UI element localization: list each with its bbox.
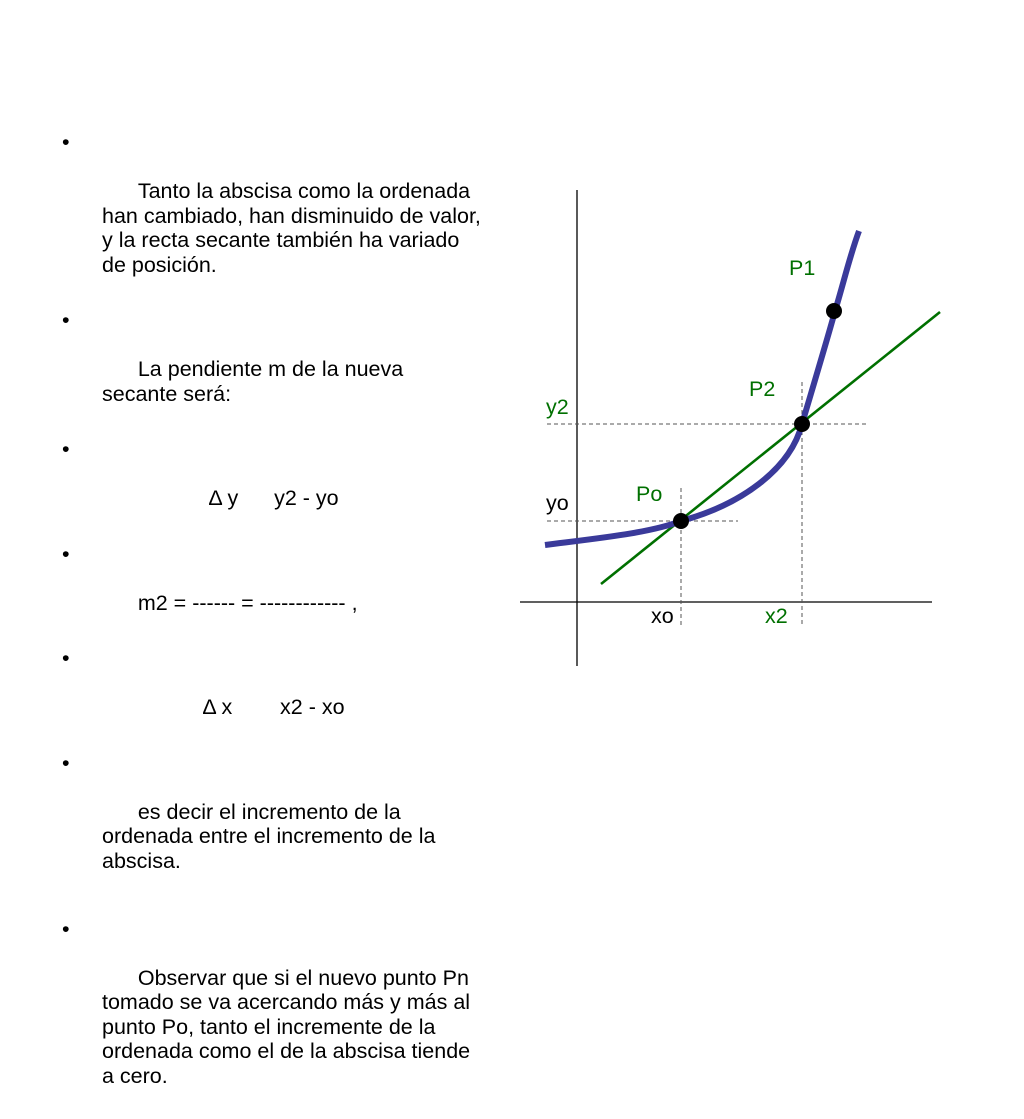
bullet-text: Δ y y2 - yo — [137, 486, 339, 510]
bullet-text: es decir el incremento de la ordenada entre el incremento de la abscisa. — [102, 799, 442, 873]
bullet-item — [62, 751, 482, 898]
bullet-text: Observar que si el nuevo punto Pn tomado se va acercando más y más al punto Po, tanto el incremente de la ordenada como el de la abscisa tiende a cero. — [102, 965, 477, 1088]
bullet-symbol: • — [62, 308, 70, 332]
bullet-symbol: • — [62, 646, 70, 670]
bullet-text: Δ x x2 - xo — [137, 695, 345, 719]
label-x2: x2 — [765, 604, 788, 628]
label-p2: P2 — [749, 377, 776, 401]
bullet-symbol: • — [62, 916, 70, 941]
bullet-symbol: • — [62, 437, 70, 461]
label-xo: xo — [651, 604, 674, 628]
bullet-symbol: • — [62, 750, 70, 775]
label-y2: y2 — [546, 395, 569, 419]
bullet-text: La pendiente m de la nueva secante será: — [102, 357, 410, 406]
point-p1 — [826, 303, 842, 319]
point-po — [673, 513, 689, 529]
label-po: Po — [636, 482, 663, 506]
bullet-item — [62, 917, 482, 1113]
bullet-text: m2 = ------ = ------------ , — [137, 590, 358, 615]
secant-line — [601, 312, 940, 584]
bullet-text: Tanto la abscisa como la ordenada han cambiado, han disminuido de valor, y la recta secante también ha variado de posición. — [102, 179, 487, 277]
bullet-symbol: • — [62, 541, 70, 566]
point-p2 — [794, 416, 810, 432]
label-p1: P1 — [789, 256, 816, 280]
bullet-symbol: • — [62, 130, 70, 154]
label-yo: yo — [546, 491, 569, 515]
